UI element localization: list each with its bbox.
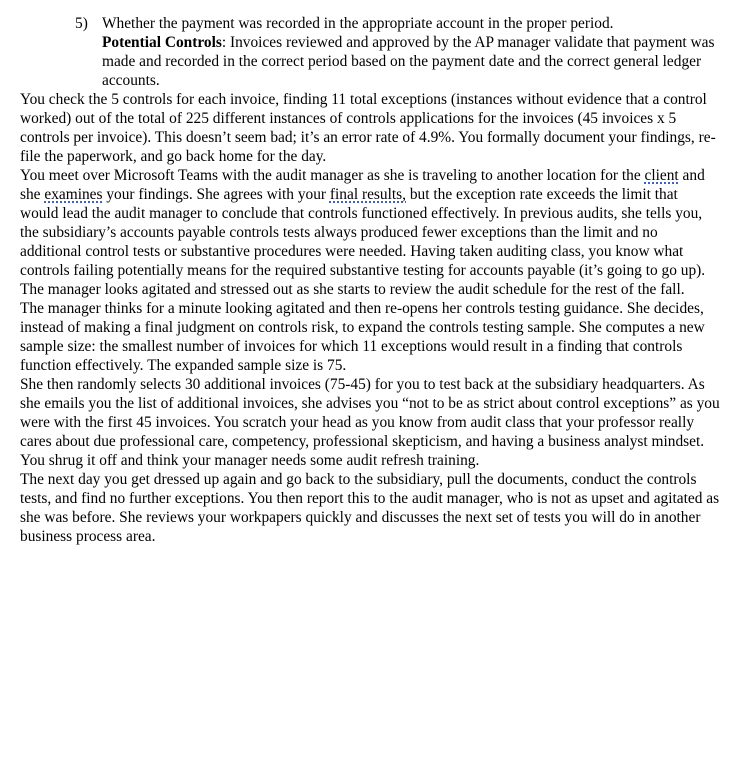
paragraph-2-text-4: but the exception rate exceeds the limit that would lead the audit manager to conclude that controls functioned effectively. In previous audits, she tells you, the subsidiary’s accounts payable controls tests always produced fewer exceptions than the limit and no additional control tests or substantive procedures were needed. Having taken auditing class, you know what controls failing potentially means for the required substantive testing for accounts payable (it’s going to go up). The manager looks agitated and stressed out as she starts to review the audit schedule for the rest of the fall. xyxy=(20,186,706,298)
paragraph-2-text-2: and she xyxy=(20,167,705,203)
paragraph-4: She then randomly selects 30 additional invoices (75-45) for you to test back at the subsidiary headquarters. As she emails you the list of additional invoices, she advises you “not to be as strict about control exceptions” as you were with the first 45 invoices. You scratch your head as you know from audit class that your professor really cares about due professional care, competency, professional skepticism, and having a business analyst mindset. You shrug it off and think your manager needs some audit refresh training. xyxy=(20,376,720,469)
proofing-word-examines[interactable]: examines xyxy=(44,186,103,203)
document-page xyxy=(20,14,720,546)
list-number: 5) xyxy=(75,15,88,32)
paragraph-2-text-1: You meet over Microsoft Teams with the audit manager as she is traveling to another location for the xyxy=(20,167,645,184)
list-item-5 xyxy=(20,14,720,90)
potential-controls-text: : Invoices reviewed and approved by the AP manager validate that payment was made and recorded in the correct period based on the payment date and the correct general ledger accounts. xyxy=(102,34,715,89)
paragraph-1: You check the 5 controls for each invoice, finding 11 total exceptions (instances without evidence that a control worked) out of the total of 225 different instances of controls applications for the invoices (45 invoices x 5 controls per invoice). This doesn’t seem bad; it’s an error rate of 4.9%. You formally document your findings, re-file the paperwork, and go back home for the day. xyxy=(20,91,716,165)
paragraph-5: The next day you get dressed up again and go back to the subsidiary, pull the documents, conduct the controls tests, and find no further exceptions. You then report this to the audit manager, who is not as upset and agitated as she was before. She reviews your workpapers quickly and discusses the next set of tests you will do in another business process area. xyxy=(20,471,720,545)
paragraph-2-text-3: your findings. She agrees with your xyxy=(102,186,330,203)
paragraph-3: The manager thinks for a minute looking agitated and then re-opens her controls testing guidance. She decides, instead of making a final judgment on controls risk, to expand the controls testing sample. She computes a new sample size: the smallest number of invoices for which 11 exceptions would result in a finding that controls function effectively. The expanded sample size is 75. xyxy=(20,300,705,374)
proofing-word-client[interactable]: client xyxy=(644,167,679,184)
potential-controls-label: Potential Controls xyxy=(102,34,222,51)
item-question: Whether the payment was recorded in the appropriate account in the proper period. xyxy=(102,15,614,32)
proofing-word-final-results[interactable]: final results, xyxy=(329,186,406,203)
potential-controls xyxy=(102,33,720,90)
paragraph-2 xyxy=(20,166,720,299)
